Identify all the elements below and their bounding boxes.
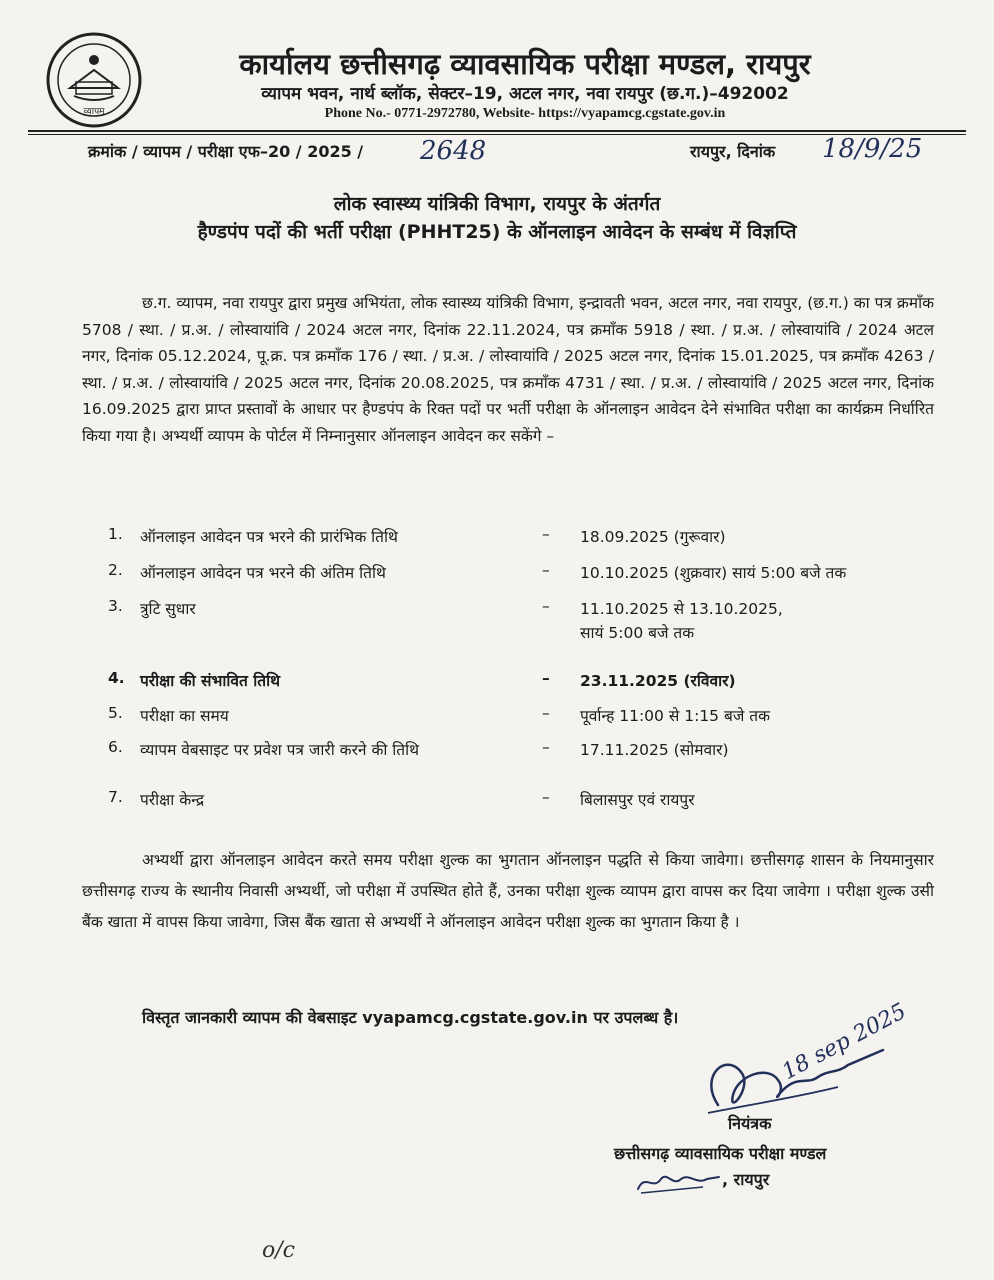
schedule-num: 3. <box>108 597 123 615</box>
website-info: विस्तृत जानकारी व्यापम की वेबसाइट vyapamcg.cgstate.gov.in पर उपलब्ध है। <box>142 1008 679 1027</box>
schedule-num: 1. <box>108 525 123 543</box>
city-name: , रायपुर <box>722 1170 770 1189</box>
schedule-label: परीक्षा का समय <box>140 707 229 725</box>
logo-text: व्यापम <box>83 107 105 117</box>
schedule-dash: – <box>542 561 550 579</box>
designation: नियंत्रक <box>728 1114 772 1133</box>
schedule-num: 4. <box>108 669 125 687</box>
schedule-num: 5. <box>108 704 123 722</box>
schedule-label: परीक्षा केन्द्र <box>140 791 205 809</box>
schedule-value: 18.09.2025 (गुरूवार) <box>580 528 726 546</box>
schedule-value: 11.10.2025 से 13.10.2025, <box>580 600 783 618</box>
schedule-value: 23.11.2025 (रविवार) <box>580 672 736 690</box>
office-title: कार्यालय छत्तीसगढ़ व्यावसायिक परीक्षा मण्डल, रायपुर <box>239 47 811 81</box>
schedule-dash: – <box>542 788 550 806</box>
schedule-value: 10.10.2025 (शुक्रवार) सायं 5:00 बजे तक <box>580 564 847 582</box>
office-address: व्यापम भवन, नार्थ ब्लॉक, सेक्टर–19, अटल नगर, नवा रायपुर (छ.ग.)–492002 <box>261 84 789 104</box>
subject-line-2: हैण्डपंप पदों की भर्ती परीक्षा (PHHT25) के ऑनलाइन आवेदन के सम्बंध में विज्ञप्ति <box>197 221 797 243</box>
schedule-dash: – <box>542 704 550 722</box>
schedule-num: 7. <box>108 788 123 806</box>
header-rule <box>28 130 966 132</box>
schedule-value-line2: सायं 5:00 बजे तक <box>580 624 695 642</box>
schedule-dash: – <box>542 669 550 687</box>
vyapam-seal-logo <box>40 30 148 130</box>
schedule-dash: – <box>542 525 550 543</box>
reference-label: क्रमांक / व्यापम / परीक्षा एफ–20 / 2025 / <box>88 142 364 161</box>
schedule-value: बिलासपुर एवं रायपुर <box>580 791 695 809</box>
place-date-label: रायपुर, दिनांक <box>690 142 776 161</box>
schedule-value: पूर्वान्ह 11:00 से 1:15 बजे तक <box>580 707 770 725</box>
schedule-dash: – <box>542 738 550 756</box>
schedule-value: 17.11.2025 (सोमवार) <box>580 741 729 759</box>
initials-signature <box>633 1165 723 1197</box>
reference-number-handwritten: 2648 <box>420 136 487 166</box>
body-paragraph: छ.ग. व्यापम, नवा रायपुर द्वारा प्रमुख अभियंता, लोक स्वास्थ्य यांत्रिकी विभाग, इन्द्रावती भवन, अटल नगर, नवा रायपुर, (छ.ग.) का पत्र क्रमाँक 5708 / स्था. / प्र.अ. / लोस्वायांवि / 2024 अटल नगर, दिनांक 22.11.2024, पत्र क्रमाँक 5918 / स्था. / प्र.अ. / लोस्वायांवि / 2024 अटल नगर, दिनांक 05.12.2024, पू.क्र. पत्र क्रमाँक 176 / स्था. / प्र.अ. / लोस्वायांवि / 2025 अटल नगर, दिनांक 15.01.2025, पत्र क्रमाँक 4263 / स्था. / प्र.अ. / लोस्वायांवि / 2025 अटल नगर, दिनांक 20.08.2025, पत्र क्रमाँक 4731 / स्था. / प्र.अ. / लोस्वायांवि / 2025 अटल नगर, दिनांक 16.09.2025 द्वारा प्राप्त प्रस्तावों के आधार पर हैण्डपंप के रिक्त पदों पर भर्ती परीक्षा के ऑनलाइन आवेदन देने संभावित परीक्षा का कार्यक्रम निर्धारित किया गया है। अभ्यर्थी व्यापम के पोर्टल में निम्नानुसार ऑनलाइन आवेदन कर सकेंगे – <box>82 294 934 445</box>
office-contact: Phone No.- 0771-2972780, Website- https://vyapamcg.cgstate.gov.in <box>324 106 726 121</box>
office-copy-note: o/c <box>262 1238 295 1263</box>
schedule-label: त्रुटि सुधार <box>140 600 196 618</box>
schedule-label: ऑनलाइन आवेदन पत्र भरने की प्रारंभिक तिथि <box>140 528 398 546</box>
schedule-num: 2. <box>108 561 123 579</box>
schedule-label: ऑनलाइन आवेदन पत्र भरने की अंतिम तिथि <box>140 564 386 582</box>
board-name: छत्तीसगढ़ व्यावसायिक परीक्षा मण्डल <box>614 1144 827 1163</box>
schedule-label: परीक्षा की संभावित तिथि <box>140 672 281 690</box>
date-handwritten: 18/9/25 <box>822 134 923 164</box>
schedule-num: 6. <box>108 738 123 756</box>
subject-line-1: लोक स्वास्थ्य यांत्रिकी विभाग, रायपुर के अंतर्गत <box>333 193 661 215</box>
schedule-label: व्यापम वेबसाइट पर प्रवेश पत्र जारी करने की तिथि <box>140 741 420 759</box>
signature-date: 18 sep 2025 <box>778 998 911 1085</box>
schedule-dash: – <box>542 597 550 615</box>
closing-paragraph: अभ्यर्थी द्वारा ऑनलाइन आवेदन करते समय परीक्षा शुल्क का भुगतान ऑनलाइन पद्धति से किया जावेगा। छत्तीसगढ़ शासन के नियमानुसार छत्तीसगढ़ राज्य के स्थानीय निवासी अभ्यर्थी, जो परीक्षा में उपस्थित होते हैं, उनका परीक्षा शुल्क व्यापम द्वारा वापस कर दिया जावेगा । परीक्षा शुल्क उसी बैंक खाता में वापस किया जावेगा, जिस बैंक खाता से अभ्यर्थी ने ऑनलाइन आवेदन परीक्षा शुल्क का भुगतान किया है । <box>82 851 934 931</box>
